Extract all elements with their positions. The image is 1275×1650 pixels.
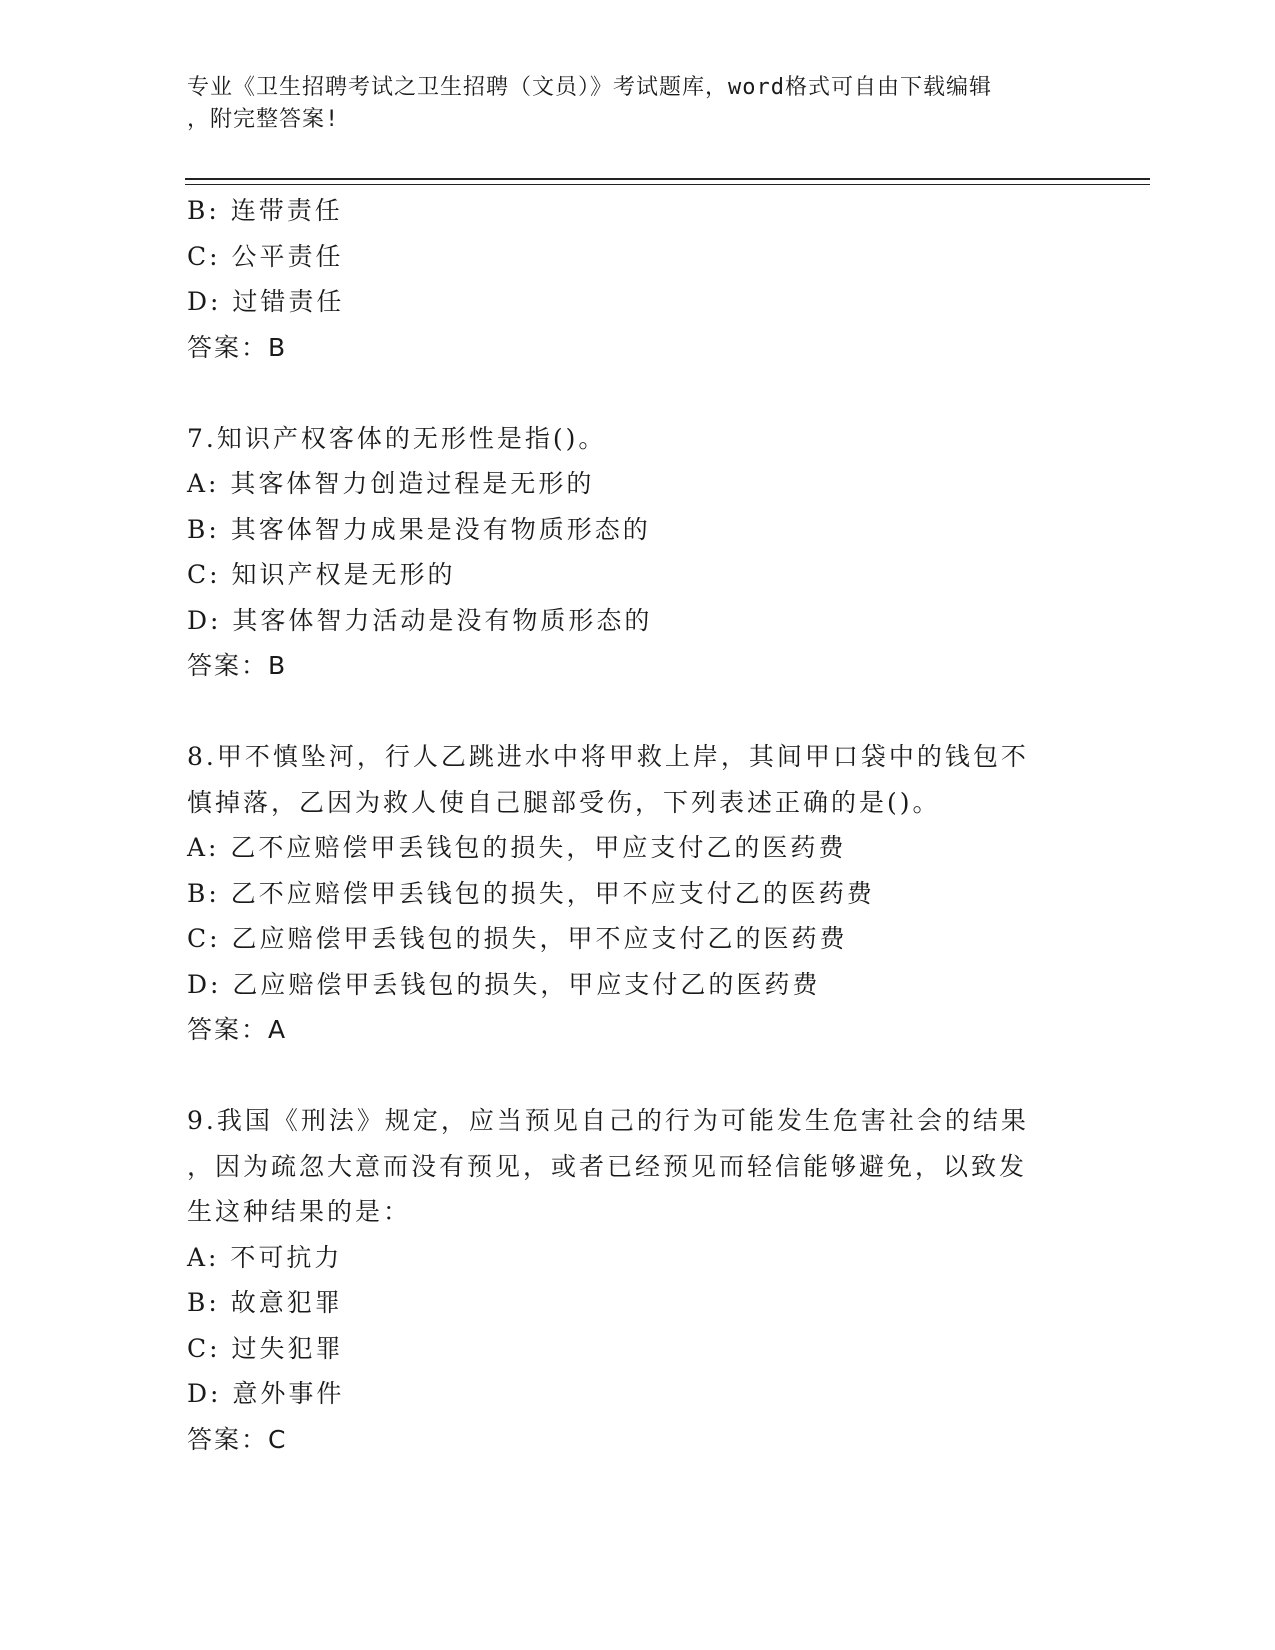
option-a: A: 乙不应赔偿甲丢钱包的损失，甲应支付乙的医药费 — [187, 833, 847, 862]
answer-label: 答案：C — [187, 1424, 288, 1454]
option-c: C: 乙应赔偿甲丢钱包的损失，甲不应支付乙的医药费 — [187, 924, 848, 953]
question-title: 7.知识产权客体的无形性是指()。 — [187, 423, 607, 453]
answer-label: 答案：B — [187, 651, 288, 680]
spacer — [187, 370, 1087, 416]
option-a: A: 不可抗力 — [187, 1242, 343, 1272]
header-line-2: ，附完整答案! — [187, 107, 340, 132]
question-title-line-2: ，因为疏忽大意而没有预见，或者已经预见而轻信能够避免，以致发 — [187, 1151, 1028, 1181]
question-title-line-1: 9.我国《刑法》规定，应当预见自己的行为可能发生危害社会的结果 — [187, 1106, 1029, 1135]
question-block-7 — [187, 416, 1087, 689]
option-b: B: 故意犯罪 — [187, 1288, 343, 1317]
question-block-8 — [187, 734, 1087, 1053]
header-line-1: 专业《卫生招聘考试之卫生招聘（文员）》考试题库，word格式可自由下载编辑 — [187, 75, 992, 100]
option-c: C: 公平责任 — [187, 241, 344, 271]
answer-label: 答案：A — [187, 1015, 288, 1044]
spacer — [187, 1053, 1087, 1099]
option-d: D: 乙应赔偿甲丢钱包的损失，甲应支付乙的医药费 — [187, 969, 821, 999]
spacer — [187, 689, 1087, 735]
option-d: D: 过错责任 — [187, 287, 345, 316]
option-b: B: 其客体智力成果是没有物质形态的 — [187, 514, 651, 544]
option-c: C: 过失犯罪 — [187, 1333, 344, 1363]
option-d: D: 意外事件 — [187, 1379, 345, 1408]
question-title-line-2: 慎掉落，乙因为救人使自己腿部受伤，下列表述正确的是()。 — [187, 787, 941, 817]
question-block-9 — [187, 1098, 1087, 1462]
question-title-line-3: 生这种结果的是： — [187, 1197, 412, 1226]
question-content — [187, 188, 1087, 1462]
option-d: D: 其客体智力活动是没有物质形态的 — [187, 605, 653, 635]
option-a: A: 其客体智力创造过程是无形的 — [187, 469, 595, 498]
answer-label: 答案：B — [187, 332, 288, 362]
option-c: C: 知识产权是无形的 — [187, 560, 456, 589]
header-rule-thick — [185, 178, 1150, 180]
option-b: B: 乙不应赔偿甲丢钱包的损失，甲不应支付乙的医药费 — [187, 878, 875, 908]
document-header — [187, 72, 1087, 136]
question-title-line-1: 8.甲不慎坠河，行人乙跳进水中将甲救上岸，其间甲口袋中的钱包不 — [187, 742, 1029, 771]
prev-question-block — [187, 188, 1087, 370]
option-b: B: 连带责任 — [187, 196, 343, 225]
header-rule-thin — [185, 184, 1150, 185]
